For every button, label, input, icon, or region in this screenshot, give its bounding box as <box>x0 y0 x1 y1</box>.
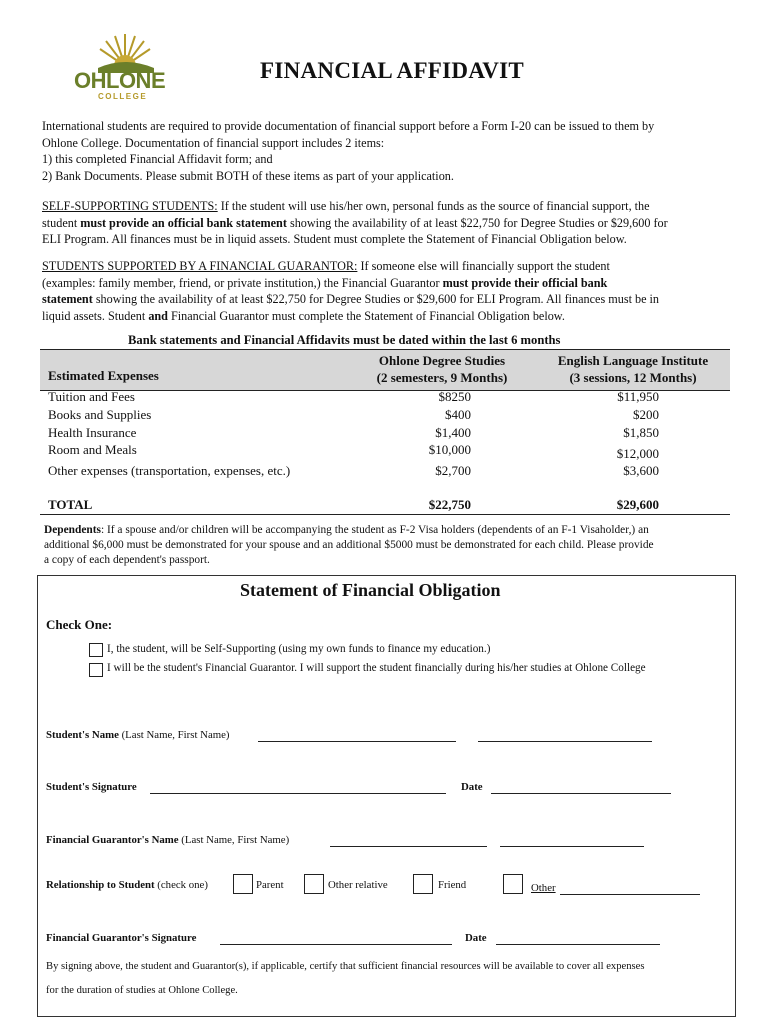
dependents-label: Dependents <box>44 524 101 536</box>
guarantor-bold: and <box>148 308 168 323</box>
guarantor-date-field[interactable] <box>496 944 660 945</box>
relationship-label: Relationship to Student <box>46 879 155 891</box>
friend-checkbox[interactable] <box>413 874 433 894</box>
other-relative-checkbox[interactable] <box>304 874 324 894</box>
intro-line: Ohlone College. Documentation of financial support includes 2 items: <box>42 135 385 150</box>
dependents-text: : If a spouse and/or children will be accompanying the student as F-2 Visa holders (dependents of an F-1 Visaholder,) an <box>100 524 649 536</box>
other-relationship-field[interactable] <box>560 894 700 895</box>
guarantor-option-label: I will be the student's Financial Guarantor. I will support the student financially during his/her studies at Ohlone College <box>107 662 646 674</box>
guarantor-bold: statement <box>42 292 93 306</box>
relationship-label-group <box>46 879 208 891</box>
guarantor-name-field[interactable] <box>330 846 487 847</box>
guarantor-paragraph <box>42 258 732 324</box>
table-cell-eli: $11,950 <box>617 389 659 404</box>
intro-line: 1) this completed Financial Affidavit form; and <box>42 152 273 166</box>
column-header-expenses: Estimated Expenses <box>48 368 159 383</box>
certification-line: By signing above, the student and Guarantor(s), if applicable, certify that sufficient financial resources will be available to cover all expenses <box>46 961 645 972</box>
table-cell-eli: $200 <box>633 407 659 422</box>
parent-checkbox[interactable] <box>233 874 253 894</box>
guarantor-date-label: Date <box>465 932 487 944</box>
table-cell-degree: $400 <box>445 407 471 422</box>
dependents-text: additional $6,000 must be demonstrated for your spouse and an additional $5000 must be demonstrated for each child. Please provide <box>44 539 654 551</box>
self-supporting-option-label: I, the student, will be Self-Supporting (using my own funds to finance my education.) <box>107 643 491 655</box>
table-row-label: Books and Supplies <box>48 407 152 422</box>
column-header-eli-line: (3 sessions, 12 Months) <box>569 370 697 385</box>
guarantor-text: showing the availability of at least $22,750 for Degree Studies or $29,600 for ELI Program. All finances must be in <box>92 292 660 306</box>
student-date-field[interactable] <box>491 793 671 794</box>
guarantor-text: liquid assets. Student <box>42 308 149 323</box>
statement-title: Statement of Financial Obligation <box>240 580 501 600</box>
self-supporting-label: SELF-SUPPORTING STUDENTS: <box>42 199 218 213</box>
statement-of-financial-obligation-box <box>37 575 736 1017</box>
self-supporting-paragraph <box>42 198 732 248</box>
student-date-label: Date <box>461 781 483 793</box>
guarantor-name-extra-field[interactable] <box>500 846 644 847</box>
guarantor-signature-field[interactable] <box>220 944 452 945</box>
guarantor-name-label-group <box>46 834 289 846</box>
guarantor-label: STUDENTS SUPPORTED BY A FINANCIAL GUARANTOR: <box>42 259 358 273</box>
column-header-eli-line: English Language Institute <box>557 353 709 368</box>
guarantor-checkbox[interactable] <box>89 663 103 677</box>
guarantor-text: Financial Guarantor must complete the Statement of Financial Obligation below. <box>167 308 565 323</box>
column-header-eli <box>538 352 728 386</box>
intro-line: International students are required to provide documentation of financial support before a Form I-20 can be issued to them by <box>42 119 655 133</box>
page-title: FINANCIAL AFFIDAVIT <box>260 58 525 83</box>
student-name-extra-field[interactable] <box>478 741 652 742</box>
table-cell-degree: $10,000 <box>428 442 471 457</box>
intro-line: 2) Bank Documents. Please submit BOTH of these items as part of your application. <box>42 168 454 183</box>
dependents-paragraph <box>44 523 734 568</box>
guarantor-text: (examples: family member, friend, or private institution,) the Financial Guarantor <box>42 275 443 290</box>
relationship-hint: (check one) <box>154 879 208 891</box>
table-total-eli: $29,600 <box>616 497 659 512</box>
guarantor-signature-label: Financial Guarantor's Signature <box>46 932 197 944</box>
student-signature-label: Student's Signature <box>46 781 137 793</box>
self-supporting-text: ELI Program. All finances must be in liquid assets. Student must complete the Statement of Financial Obligation below. <box>42 232 627 246</box>
expenses-table-header <box>40 349 730 391</box>
student-name-label-group <box>46 729 230 741</box>
table-row-label: Health Insurance <box>48 425 137 440</box>
parent-option-label: Parent <box>256 879 284 891</box>
logo-wordmark: OHLONE <box>74 68 166 93</box>
table-cell-eli: $12,000 <box>616 446 659 461</box>
table-cell-eli: $1,850 <box>623 425 659 440</box>
table-cell-eli: $3,600 <box>623 463 659 478</box>
ohlone-college-logo <box>70 28 180 108</box>
column-header-degree-line: (2 semesters, 9 Months) <box>376 370 508 385</box>
table-row-label: Other expenses (transportation, expenses, etc.) <box>48 463 291 478</box>
table-total-label: TOTAL <box>48 497 93 512</box>
certification-text <box>46 955 730 1003</box>
self-supporting-text: student <box>42 215 81 230</box>
self-supporting-text: showing the availability of at least $22,750 for Degree Studies or $29,600 for <box>286 215 668 230</box>
guarantor-bold: must provide their official bank <box>442 275 608 290</box>
other-checkbox[interactable] <box>503 874 523 894</box>
guarantor-text: If someone else will financially support the student <box>357 259 610 273</box>
table-row-label: Tuition and Fees <box>48 389 135 404</box>
table-cell-degree: $8250 <box>438 389 471 404</box>
logo-subtext: COLLEGE <box>98 92 148 101</box>
self-supporting-text: If the student will use his/her own, personal funds as the source of financial support, the <box>217 199 650 213</box>
bank-statement-note: Bank statements and Financial Affidavits must be dated within the last 6 months <box>128 333 561 347</box>
column-header-degree-line: Ohlone Degree Studies <box>378 353 506 368</box>
table-bottom-rule <box>40 514 730 515</box>
certification-line: for the duration of studies at Ohlone College. <box>46 985 238 996</box>
table-row-label: Room and Meals <box>48 442 137 457</box>
friend-option-label: Friend <box>438 879 467 891</box>
guarantor-name-hint: (Last Name, First Name) <box>178 834 290 846</box>
student-name-label: Student's Name <box>46 729 119 741</box>
column-header-degree <box>358 352 526 386</box>
sunrise-icon <box>70 28 180 73</box>
other-relative-option-label: Other relative <box>328 879 388 891</box>
student-signature-field[interactable] <box>150 793 446 794</box>
dependents-text: a copy of each dependent's passport. <box>44 554 210 566</box>
intro-paragraph <box>42 118 732 184</box>
table-cell-degree: $1,400 <box>435 425 471 440</box>
table-cell-degree: $2,700 <box>435 463 471 478</box>
student-name-hint: (Last Name, First Name) <box>118 729 230 741</box>
guarantor-name-label: Financial Guarantor's Name <box>46 834 179 846</box>
self-supporting-bold: must provide an official bank statement <box>80 215 287 230</box>
other-option-label: Other <box>531 882 556 894</box>
check-one-label: Check One: <box>46 617 113 632</box>
table-total-degree: $22,750 <box>428 497 471 512</box>
student-name-field[interactable] <box>258 741 456 742</box>
self-supporting-checkbox[interactable] <box>89 643 103 657</box>
